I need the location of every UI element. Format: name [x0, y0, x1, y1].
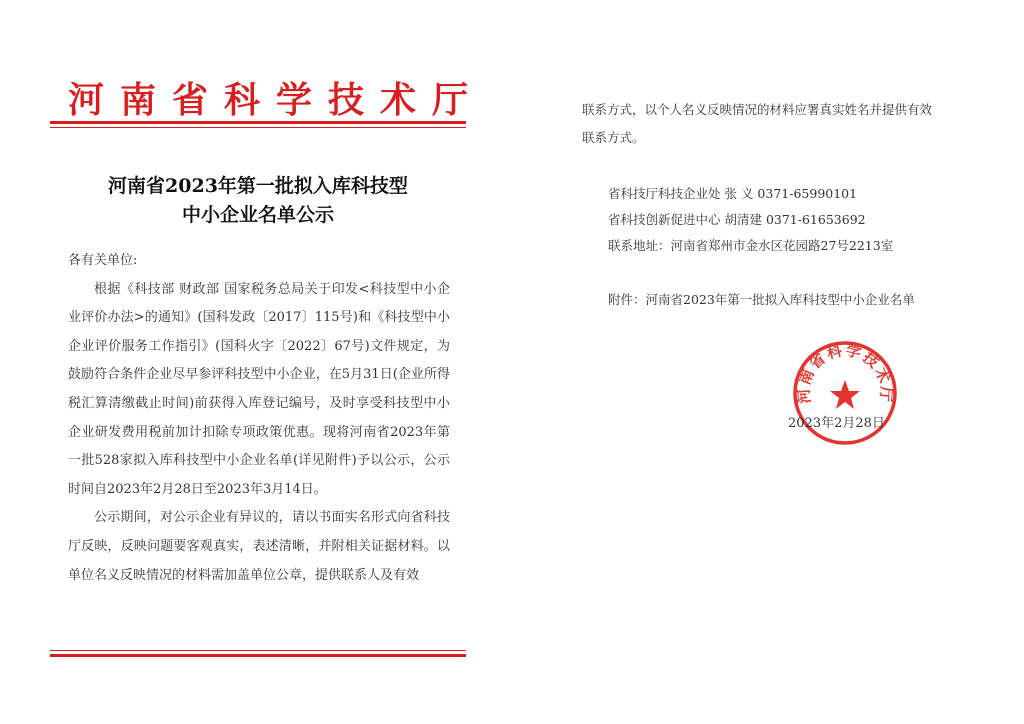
attachment-note: 附件：河南省2023年第一批拟入库科技型中小企业名单: [608, 292, 915, 307]
right-page: [512, 0, 1024, 724]
document-title-line2: 中小企业名单公示: [181, 204, 334, 226]
header-rule-thin: [50, 127, 466, 128]
document-title-line1: 河南省2023年第一批拟入库科技型: [108, 175, 408, 197]
continuation-line-1: 联系方式，以个人名义反映情况的材料应署真实姓名并提供有效: [582, 102, 933, 117]
seal-text: 河南省科学技术厅: [794, 340, 896, 405]
footer-rule-thick: [50, 654, 466, 657]
body-paragraph-2: 公示期间，对公示企业有异议的，请以书面实名形式向省科技厅反映，反映问题要客观真实，表述清晰，并附相关证据材料。以单位名义反映情况的材料需加盖单位公章，提供联系人及有效: [68, 510, 450, 583]
contact-line-1: 省科技厅科技企业处 张 义 0371-65990101: [608, 186, 858, 201]
header-rule-thick: [50, 121, 466, 124]
contact-address: 联系地址：河南省郑州市金水区花园路27号2213室: [608, 238, 894, 253]
salutation: 各有关单位:: [68, 253, 138, 268]
continuation-line-2: 联系方式。: [582, 130, 645, 145]
contact-line-2: 省科技创新促进中心 胡清建 0371-61653692: [608, 212, 866, 227]
footer-rule-thin: [50, 650, 466, 651]
document-title: [50, 172, 466, 230]
document-body: [68, 247, 450, 590]
body-paragraph-1: 根据《科技部 财政部 国家税务总局关于印发<科技型中小企业评价办法>的通知》(国科发政〔2017〕115号)和《科技型中小企业评价服务工作指引》(国科火字〔2022〕67号)文件规定，为鼓励符合条件企业尽早参评科技型中小企业，在5月31日(企业所得税汇算清缴截止时间)前获得入库登记编号，及时享受科技型中小企业研发费用税前加计扣除专项政策优惠。现将河南省2023年第一批528家拟入库科技型中小企业名单(详见附件)予以公示，公示时间自2023年2月28日至2023年3月14日。: [68, 281, 450, 497]
issue-date: 2023年2月28日: [788, 416, 885, 431]
agency-header: 河南省科学技术厅: [68, 79, 485, 121]
